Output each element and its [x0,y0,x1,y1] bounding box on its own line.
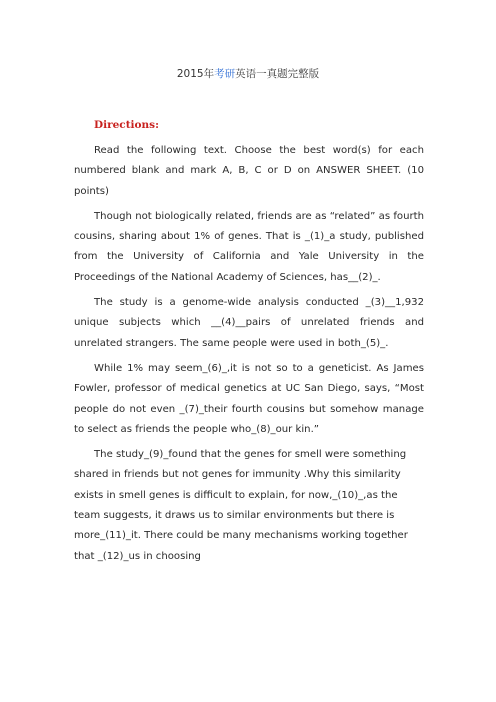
paragraph-3: While 1% may seem_(6)_,it is not so to a geneticist. As James Fowler, professor of medical genetics at UC San Diego, says, “Most people do not even _(7)_their fourth cousins but somehow manage to select as friends the people who_(8)_our kin.” [74,362,424,435]
paragraph-2: The study is a genome-wide analysis conducted _(3)__1,932 unique subjects which __(4)__pairs of unrelated friends and unrelated strangers. The same people were used in both_(5)_. [74,297,424,349]
document-body [74,141,424,572]
directions-heading: Directions: [94,119,159,131]
paragraph-instructions: Read the following text. Choose the best word(s) for each numbered blank and mark A, B, C or D on ANSWER SHEET. (10 points) [74,145,424,197]
paragraph-4: The study_(9)_found that the genes for smell were something shared in friends but not genes for immunity .Why this similarity exists in smell genes is difficult to explain, for now,_(10)_,as the team suggests, it draws us to similar environments but there is more_(11)_it. There could be many mechanisms working together that _(12)_us in choosing [74,449,408,562]
title-suffix: 英语一真题完整版 [235,68,320,80]
paragraph-1: Though not biologically related, friends are as “related” as fourth cousins, sharing about 1% of genes. That is _(1)_a study, published from the University of California and Yale University in the Proceedings of the National Academy of Sciences, has__(2)_. [74,210,424,283]
title-prefix: 2015年 [176,68,215,80]
title-link-kaoyan[interactable]: 考研 [214,68,236,80]
page-title [0,66,496,81]
